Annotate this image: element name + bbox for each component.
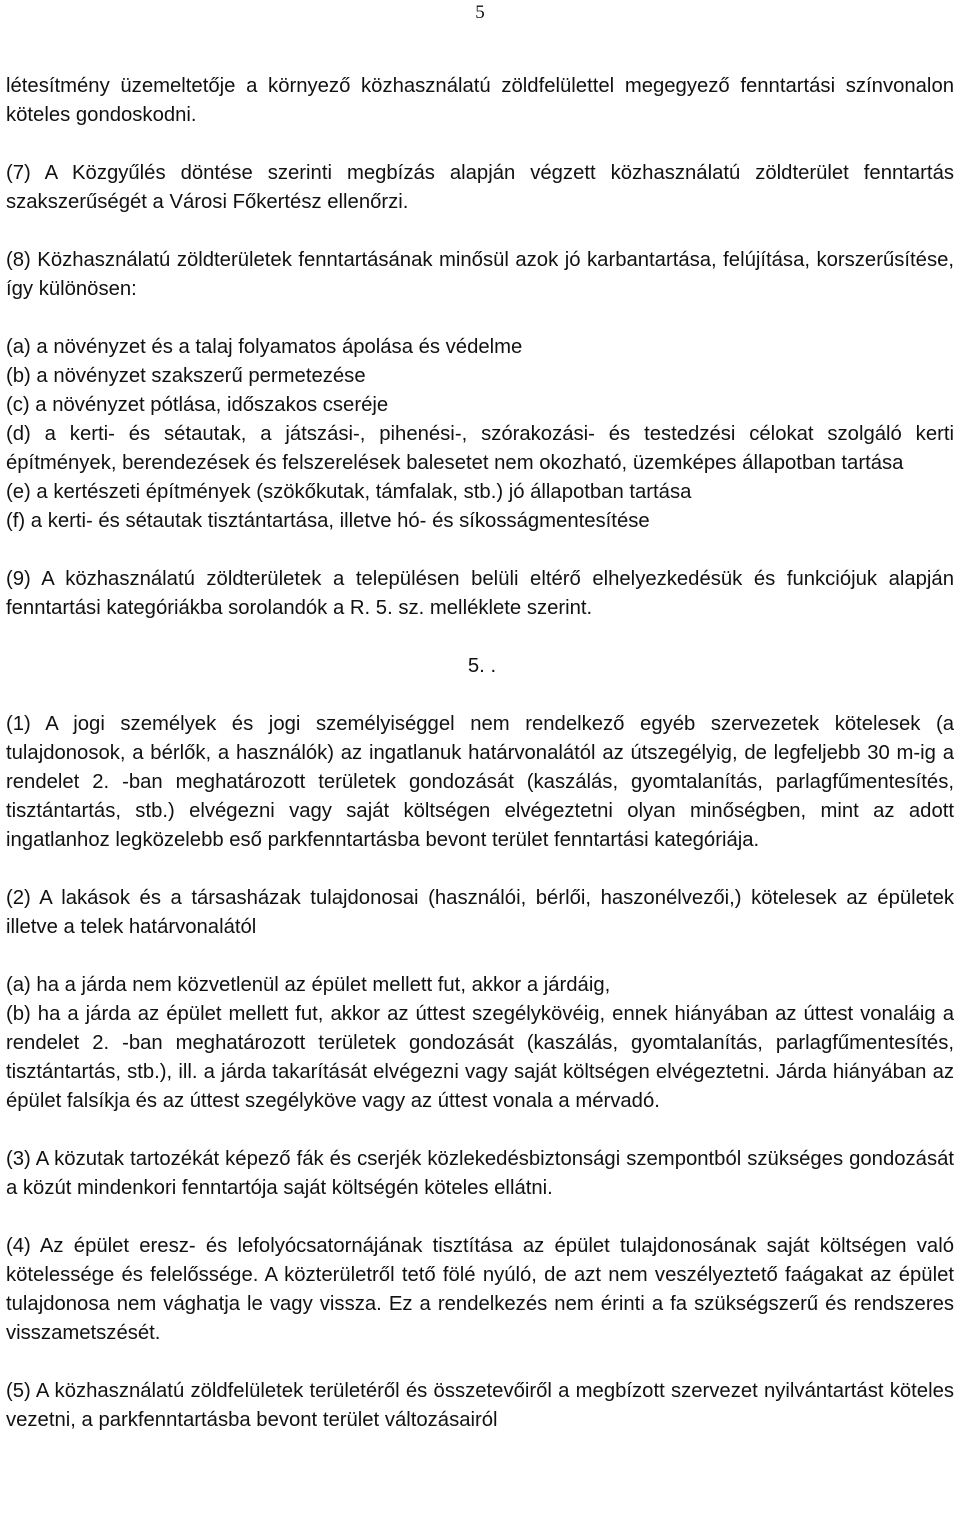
section-paragraph-1: (1) A jogi személyek és jogi személyiséggel nem rendelkező egyéb szervezetek kötelesek (a tulajdonosok, a bérlők, a használók) az ingatlanuk határvonalától az útszegélyig, de legfeljebb 30 m-ig a rendelet 2. -ban meghatározott területek gondozását (kaszálás, gyomtalanítás, parlagfűmentesítés, tisztántartás, stb.) elvégezni vagy saját költségen elvégeztetni olyan minőségben, mint az adott ingatlanhoz legközelebb eső parkfenntartásba bevont terület fenntartási kategóriája.: [6, 713, 954, 851]
list-section-paragraph-2: [6, 971, 954, 1116]
list-item: (a) a növényzet és a talaj folyamatos ápolása és védelme: [6, 336, 523, 358]
document-body: [6, 72, 954, 1435]
paragraph-continuation: létesítmény üzemeltetője a környező közhasználatú zöldfelülettel megegyező fenntartási színvonalon köteles gondoskodni.: [6, 75, 954, 126]
section-paragraph-5: (5) A közhasználatú zöldfelületek területéről és összetevőiről a megbízott szervezet nyilvántartást köteles vezetni, a parkfenntartásba bevont terület változásairól: [6, 1380, 954, 1431]
paragraph-9: (9) A közhasználatú zöldterületek a településen belüli eltérő elhelyezkedésük és funkciójuk alapján fenntartási kategóriákba sorolandók a R. 5. sz. melléklete szerint.: [6, 568, 954, 619]
paragraph-7: (7) A Közgyűlés döntése szerinti megbízás alapján végzett közhasználatú zöldterület fenntartás szakszerűségét a Városi Főkertész ellenőrzi.: [6, 162, 954, 213]
list-item: (f) a kerti- és sétautak tisztántartása, illetve hó- és síkosságmentesítése: [6, 510, 650, 532]
section-paragraph-4: (4) Az épület eresz- és lefolyócsatornájának tisztítása az épület tulajdonosának saját költségen való kötelessége és felelőssége. A közterületről tető fölé nyúló, de azt nem veszélyeztető faágakat az épület tulajdonosa nem vághatja le vagy vissza. Ez a rendelkezés nem érinti a fa szükségszerű és rendszeres visszametszését.: [6, 1235, 954, 1344]
list-item: (b) ha a járda az épület mellett fut, akkor az úttest szegélykövéig, ennek hiányában az úttest vonaláig a rendelet 2. -ban meghatározott területek gondozását (kaszálás, gyomtalanítás, parlagfűmentesítés, tisztántartás, stb.), ill. a járda takarítását elvégezni vagy saját költségen elvégeztetni. Járda hiányában az épület falsíkja és az úttest szegélyköve vagy az úttest vonala a mérvadó.: [6, 1003, 954, 1112]
list-item: (b) a növényzet szakszerű permetezése: [6, 365, 366, 387]
section-paragraph-3: (3) A közutak tartozékát képező fák és cserjék közlekedésbiztonsági szempontból szükséges gondozását a közút mindenkori fenntartója saját költségén köteles ellátni.: [6, 1148, 954, 1199]
list-item: (a) ha a járda nem közvetlenül az épület mellett fut, akkor a járdáig,: [6, 974, 611, 996]
paragraph-8: (8) Közhasználatú zöldterületek fenntartásának minősül azok jó karbantartása, felújítása, korszerűsítése, így különösen:: [6, 249, 954, 300]
list-paragraph-8: [6, 333, 954, 536]
list-item: (e) a kertészeti építmények (szökőkutak, támfalak, stb.) jó állapotban tartása: [6, 481, 692, 503]
section-heading: 5. .: [467, 655, 497, 677]
page-number: 5: [475, 2, 485, 23]
section-paragraph-2: (2) A lakások és a társasházak tulajdonosai (használói, bérlői, haszonélvezői,) kötelesek az épületek illetve a telek határvonalától: [6, 887, 954, 938]
list-item: (c) a növényzet pótlása, időszakos cseréje: [6, 394, 389, 416]
list-item: (d) a kerti- és sétautak, a játszási-, pihenési-, szórakozási- és testedzési célokat szolgáló kerti építmények, berendezések és felszerelések balesetet nem okozható, üzemképes állapotban tartása: [6, 423, 954, 474]
